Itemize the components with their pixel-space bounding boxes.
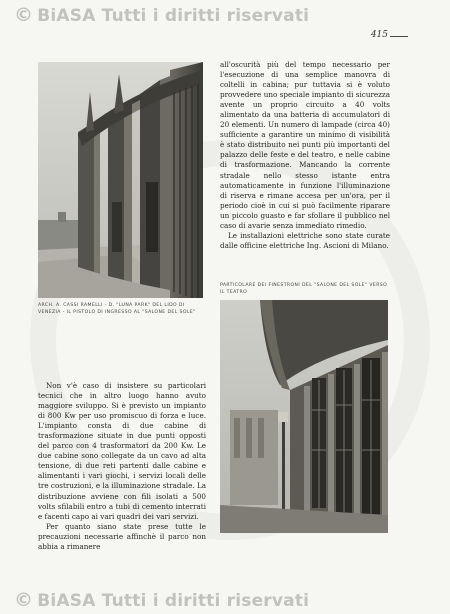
archway-illustration — [38, 62, 203, 298]
paragraph: Per quanto siano state prese tutte le precauzioni necessarie affinchè il parco non abbia a rimanere — [38, 521, 206, 551]
hall-windows-illustration — [220, 300, 388, 533]
paragraph: all'oscurità più del tempo necessario per l'esecuzione di una semplice manovra di coltelli in cabina; pur tuttavia si è voluto provvedere uno speciale impianto di sicurezza avente un proprio circuito a 40 volts alimentato da una batteria di accumulatori di 20 elementi. Un numero di lampade (circa 40) sufficiente a garantire un minimo di visibilità è stato distribuito nei punti più importanti del palazzo delle feste e del teatro, e nelle cabine di trasformazione. Mancando la corrente stradale nello stesso istante entra automaticamente in funzione l'illuminazione di riserva e rimane accesa per un'ora, per il periodo cioè in cui si può facilmente riparare un piccolo guasto e far sfollare il pubblico nel caso di avarie senza immediato rimedio. — [220, 60, 390, 230]
photo-archway-entrance — [38, 62, 203, 298]
page-number: 415 — [370, 30, 388, 40]
watermark-top — [14, 4, 309, 26]
photo-caption-windows: PARTICOLARE DEI FINESTRONI DEL "SALONE DEL SOLE" VERSO IL TEATRO — [220, 283, 388, 295]
text-column-left — [38, 381, 206, 552]
copyright-icon: © — [14, 4, 34, 26]
watermark-text: BiASA Tutti i diritti riservati — [37, 591, 310, 611]
paragraph: Le installazioni elettriche sono state curate dalle officine elettriche Ing. Ascioni di Milano. — [220, 230, 390, 250]
photo-caption-archway: ARCH. A. CASSI RAMELLI - D. "LUNA PARK" DEL LIDO DI VENEZIA - IL PISTOLO DI INGRESSO AL "SALONE DEL SOLE" — [38, 303, 196, 315]
text-column-right — [220, 60, 390, 251]
copyright-icon: © — [14, 589, 34, 611]
photo-hall-windows — [220, 300, 388, 533]
watermark-text: BiASA Tutti i diritti riservati — [37, 6, 310, 26]
watermark-bottom — [14, 589, 309, 611]
paragraph: Non v'è caso di insistere su particolari tecnici che in altro luogo hanno avuto maggiore sviluppo. Si è previsto un impianto di 800 Kw per uso promiscuo di forza e luce. L'impianto consta di due cabine di trasformazione situate in due punti opposti del parco con 4 trasformatori da 200 Kw. Le due cabine sono collegate da un cavo ad alta tensione, di due reti partenti dalle cabine e alimentanti i vari giochi, i servizi locali delle tre costruzioni, e la illuminazione stradale. La distribuzione avviene con fili isolati a 500 volts sfilabili entro a tubi di cemento interrati e facenti capo ai vari quadri dei vari servizi. — [38, 381, 206, 521]
